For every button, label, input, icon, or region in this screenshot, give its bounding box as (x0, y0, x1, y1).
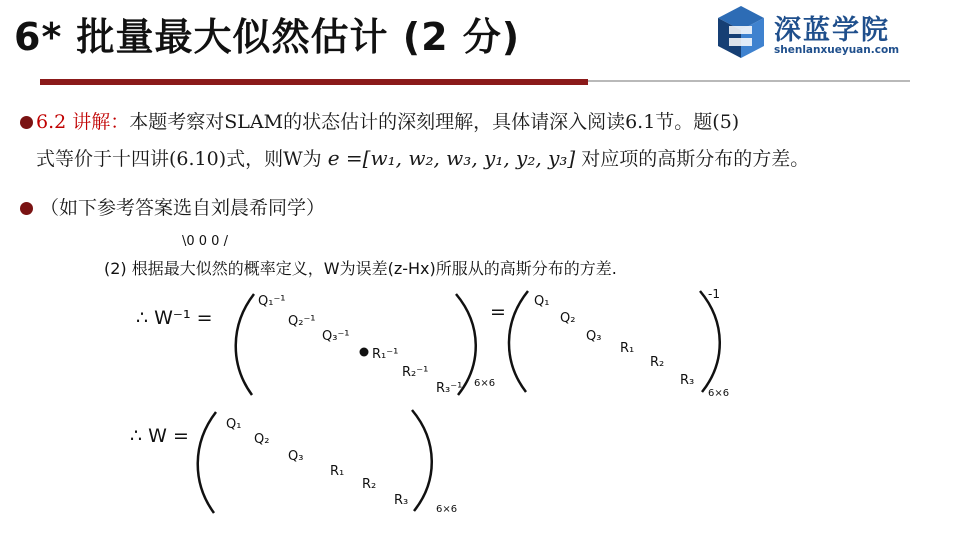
hw-right-paren (700, 291, 720, 392)
hw-left-paren (236, 294, 254, 395)
hw-right-paren (456, 294, 476, 395)
hw-eq2-size: 6×6 (436, 504, 458, 515)
hw-eq1-rhs-diag: R₂ (650, 355, 665, 370)
hw-eq1-rhs-diag: Q₁ (534, 294, 550, 309)
hw-eq1-lhs: ∴ W⁻¹ = (136, 307, 213, 329)
hw-eq1-rhs-diag: Q₂ (560, 311, 576, 326)
hw-eq1-rhs-size: 6×6 (708, 388, 730, 399)
hw-eq1-diag: Q₂⁻¹ (288, 314, 316, 329)
hw-left-paren (198, 412, 216, 513)
page-title: 6* 批量最大似然估计 (2 分) (14, 15, 521, 59)
bullet2-text: （如下参考答案选自刘晨希同学） (40, 197, 326, 219)
hw-eq2-diag: Q₂ (254, 432, 270, 447)
hw-ink-blot (360, 348, 369, 357)
hw-eq1-equals: = (490, 301, 506, 323)
hw-eq2-lhs: ∴ W = (130, 425, 189, 447)
hw-eq1-diag: Q₃⁻¹ (322, 329, 350, 344)
logo-url: shenlanxueyuan.com (774, 44, 900, 56)
hw-top-fragment: \0 0 0 / (182, 234, 228, 249)
hw-eq1-rhs-diag: R₃ (680, 373, 695, 388)
hw-eq1-rhs-diag: Q₃ (586, 329, 602, 344)
error-vector-equation: e =[w₁, w₂, w₃, y₁, y₂, y₃] (327, 146, 576, 170)
bullet1-line2-end: 对应项的高斯分布的方差。 (581, 148, 810, 170)
hw-eq1-exponent: -1 (708, 287, 720, 301)
hw-eq1-size: 6×6 (474, 378, 496, 389)
hw-eq2-diag: R₂ (362, 477, 377, 492)
hw-eq1-diag: R₁⁻¹ (372, 347, 399, 362)
hw-eq1-diag: R₂⁻¹ (402, 365, 429, 380)
hw-eq2-diag: Q₁ (226, 417, 242, 432)
hw-left-paren (509, 291, 528, 392)
logo-name: 深蓝学院 (774, 15, 890, 46)
hw-eq1-diag: Q₁⁻¹ (258, 294, 286, 309)
hw-eq2-diag: R₃ (394, 493, 409, 508)
bullet1-label: 6.2 讲解： (36, 111, 130, 133)
hw-eq2-diag: Q₃ (288, 449, 304, 464)
hw-eq1-diag: R₃⁻¹ (436, 381, 463, 396)
hw-right-paren (412, 410, 432, 511)
bullet1-line2-start: 式等价于十四讲(6.10)式，则W为 (36, 148, 322, 170)
hw-eq2-diag: R₁ (330, 464, 345, 479)
hw-intro: (2) 根据最大似然的概率定义，W为误差(z-Hx)所服从的高斯分布的方差. (104, 259, 617, 278)
bullet1-text: 本题考察对SLAM的状态估计的深刻理解，具体请深入阅读6.1节。题(5) (129, 111, 740, 133)
hw-eq1-rhs-diag: R₁ (620, 341, 635, 356)
